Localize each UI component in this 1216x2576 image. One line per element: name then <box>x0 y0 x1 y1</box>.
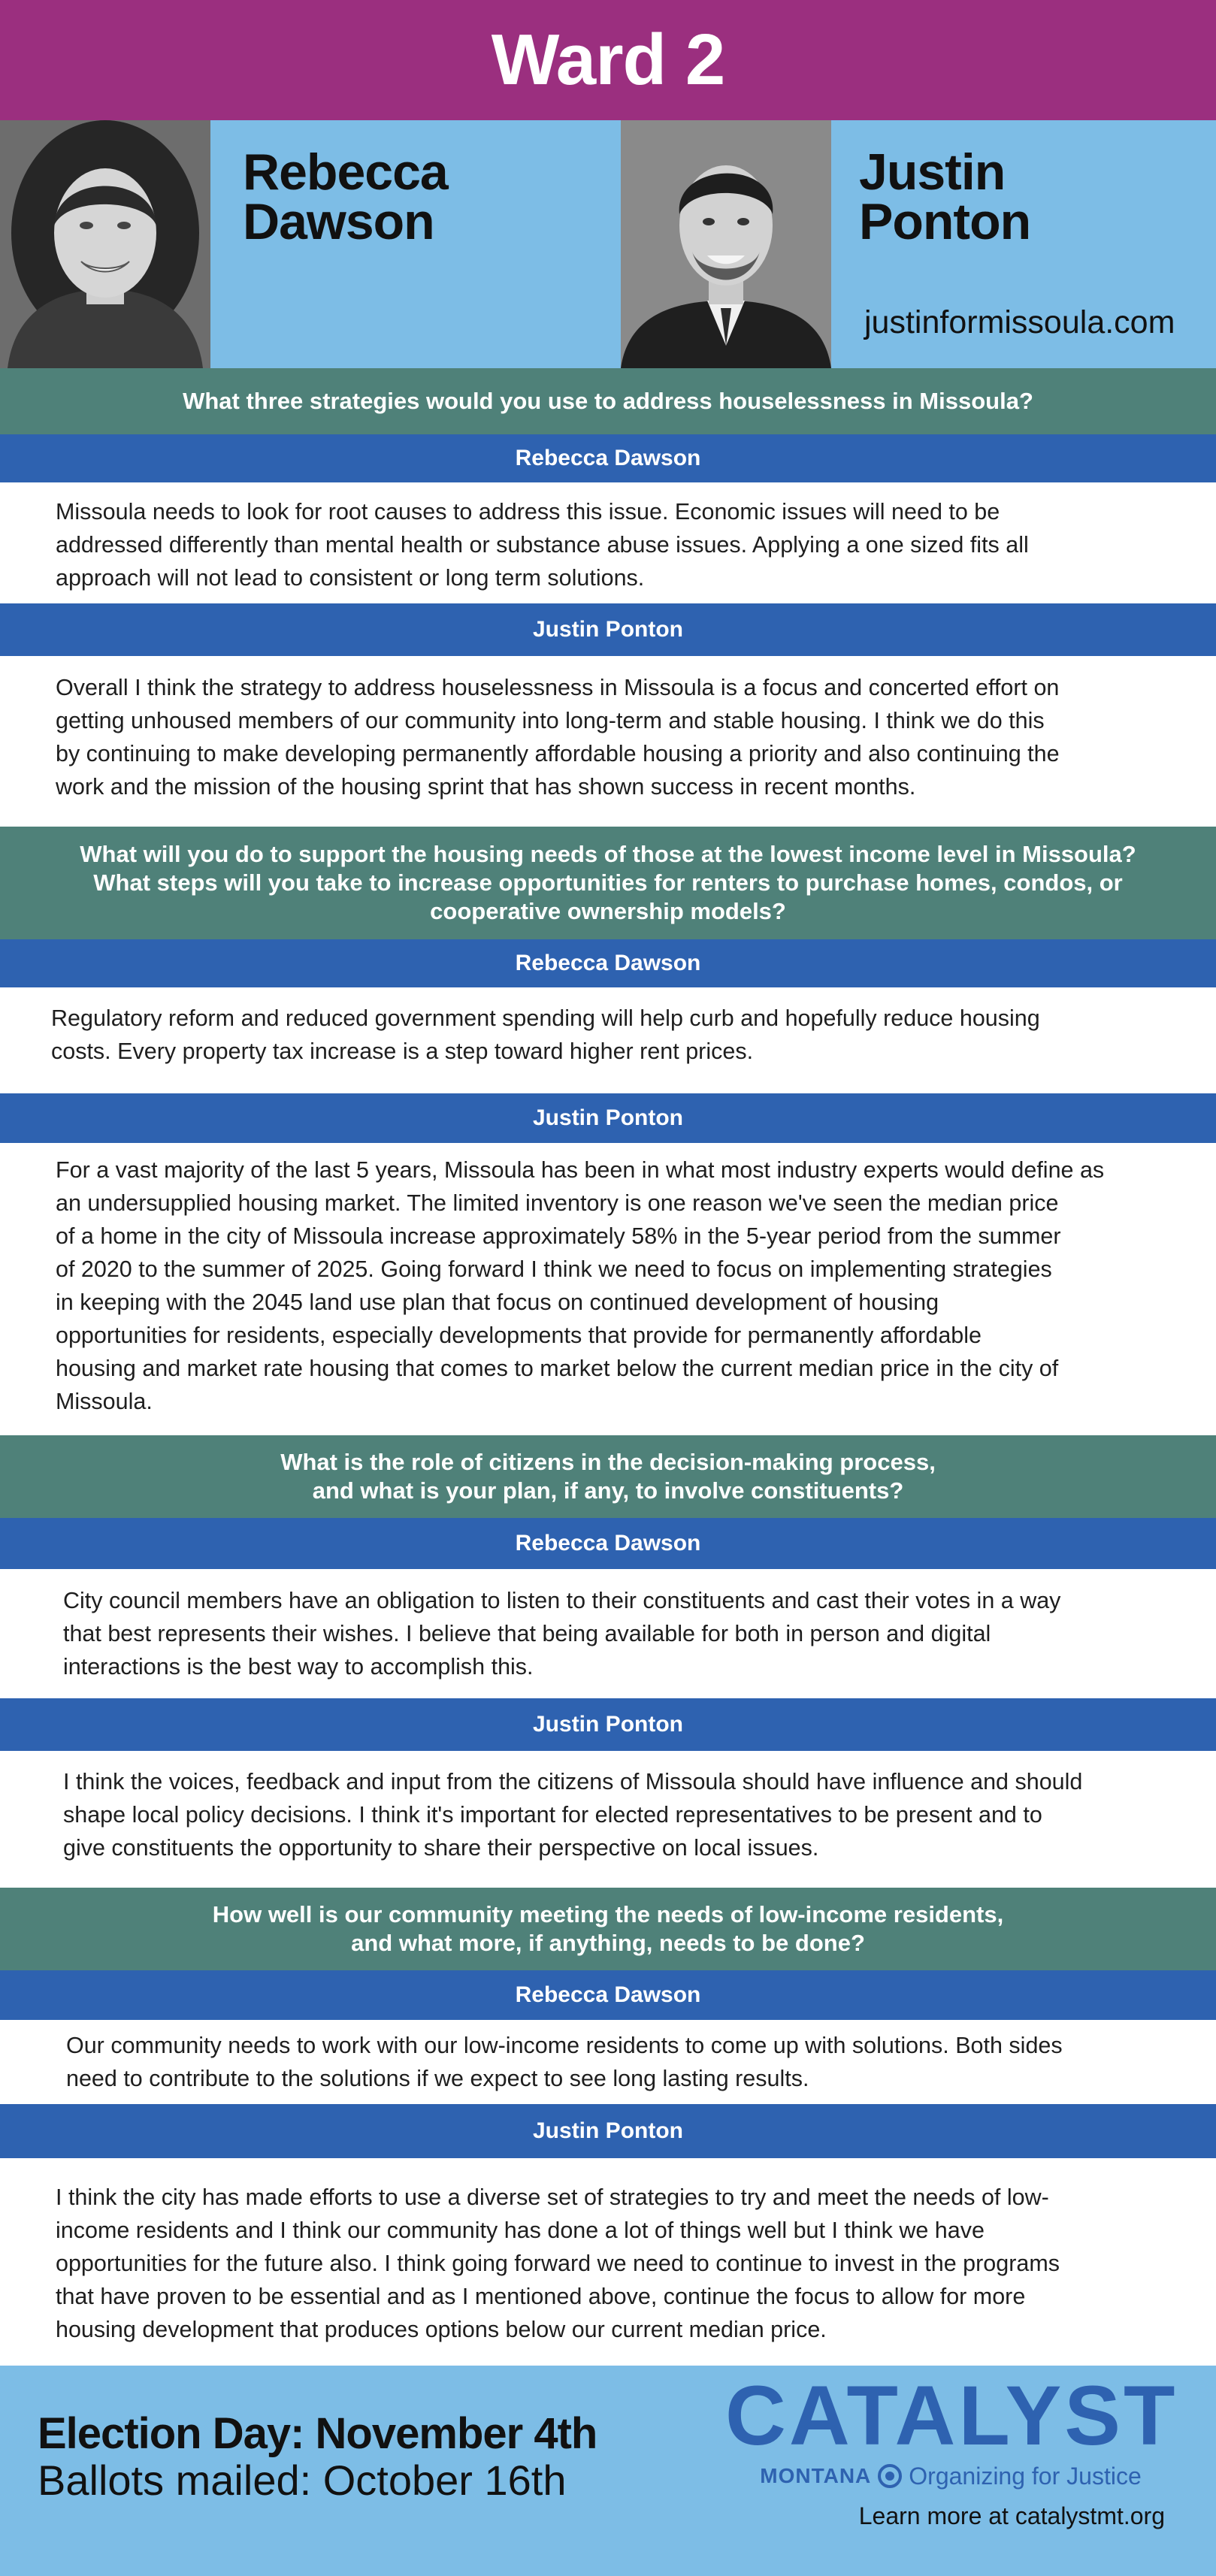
answer-line: of 2020 to the summer of 2025. Going forward I think we need to focus on implementing strategies <box>56 1256 1052 1282</box>
respondent-name-bar: Rebecca Dawson <box>0 939 1216 987</box>
respondent-name-bar: Justin Ponton <box>0 1698 1216 1751</box>
answer-line: give constituents the opportunity to share their perspective on local issues. <box>63 1835 819 1861</box>
answer-line: housing development that produces options below our current median price. <box>56 2317 827 2342</box>
candidate-name-rebecca <box>243 144 573 250</box>
answer-text <box>56 2181 1175 2346</box>
candidate-last-name: Dawson <box>243 193 434 250</box>
answer-line: I think the city has made efforts to use a diverse set of strategies to try and meet the needs of low- <box>56 2184 1049 2210</box>
question-line: and what more, if anything, needs to be done? <box>351 1930 865 1956</box>
candidate-last-name: Ponton <box>859 193 1031 250</box>
person-portrait-icon <box>0 120 210 368</box>
candidate-name-justin <box>859 144 1190 250</box>
logo-state: MONTANA <box>760 2464 872 2487</box>
candidate-first-name: Justin <box>859 144 1006 201</box>
respondent-name-bar: Rebecca Dawson <box>0 1518 1216 1569</box>
question-line: cooperative ownership models? <box>430 898 786 924</box>
answer-text <box>66 2029 1186 2095</box>
answer-line: For a vast majority of the last 5 years, Missoula has been in what most industry experts would define as <box>56 1157 1105 1183</box>
question-line: and what is your plan, if any, to involve constituents? <box>312 1477 904 1504</box>
ring-icon <box>877 2463 903 2489</box>
answer-line: addressed differently than mental health or substance abuse issues. Applying a one sized fits all <box>56 532 1029 558</box>
question-line: What three strategies would you use to address houselessness in Missoula? <box>183 388 1033 414</box>
answer-text <box>63 1765 1183 1864</box>
question-line: What is the role of citizens in the decision-making process, <box>280 1449 936 1475</box>
answer-line: opportunities for the future also. I think going forward we need to continue to invest in the programs <box>56 2251 1060 2276</box>
answer-line: that best represents their wishes. I believe that being available for both in person and digital <box>63 1621 991 1646</box>
answer-text <box>51 1002 1171 1068</box>
learn-more-link[interactable]: Learn more at catalystmt.org <box>858 2502 1165 2529</box>
person-portrait-icon <box>621 120 831 368</box>
answer-line: Our community needs to work with our low-income residents to come up with solutions. Both sides <box>66 2033 1063 2058</box>
page-title: Ward 2 <box>0 0 1216 120</box>
election-day-date: Election Day: November 4th <box>38 2409 597 2458</box>
question-bar <box>0 1888 1216 1970</box>
logo-tagline: Organizing for Justice <box>909 2462 1142 2490</box>
answer-line: Missoula needs to look for root causes to address this issue. Economic issues will need to be <box>56 499 1000 525</box>
catalyst-logo-wordmark: CATALYST <box>725 2369 1178 2463</box>
answer-line: opportunities for residents, especially developments that provide for permanently affordable <box>56 1323 982 1348</box>
answer-line: I think the voices, feedback and input from the citizens of Missoula should have influence and should <box>63 1769 1083 1794</box>
answer-line: City council members have an obligation to listen to their constituents and cast their votes in a way <box>63 1588 1061 1613</box>
respondent-name-bar: Justin Ponton <box>0 1093 1216 1143</box>
answer-text <box>56 671 1175 803</box>
answer-line: of a home in the city of Missoula increase approximately 58% in the 5-year period from the summer <box>56 1223 1061 1249</box>
answer-text <box>63 1584 1183 1683</box>
answer-line: housing and market rate housing that comes to market below the current median price in the city of <box>56 1356 1059 1381</box>
answer-line: income residents and I think our community has done a lot of things well but I think we have <box>56 2218 985 2243</box>
answer-text <box>56 495 1175 594</box>
answer-line: work and the mission of the housing sprint that has shown success in recent months. <box>56 774 916 800</box>
question-bar <box>0 827 1216 939</box>
answer-line: Overall I think the strategy to address houselessness in Missoula is a focus and concerted effort on <box>56 675 1060 700</box>
answer-line: Regulatory reform and reduced government spending will help curb and hopefully reduce housing <box>51 1005 1040 1031</box>
ballots-mailed-date: Ballots mailed: October 16th <box>38 2457 567 2504</box>
answer-line: by continuing to make developing permanently affordable housing a priority and also continuing the <box>56 741 1060 766</box>
respondent-name-bar: Justin Ponton <box>0 603 1216 656</box>
question-line: How well is our community meeting the needs of low-income residents, <box>212 1901 1004 1927</box>
answer-line: that have proven to be essential and as I mentioned above, continue the focus to allow for more <box>56 2284 1026 2309</box>
answer-line: Missoula. <box>56 1389 153 1414</box>
candidate-first-name: Rebecca <box>243 144 448 201</box>
respondent-name-bar: Rebecca Dawson <box>0 1970 1216 2020</box>
answer-line: approach will not lead to consistent or long term solutions. <box>56 565 645 591</box>
answer-line: costs. Every property tax increase is a step toward higher rent prices. <box>51 1039 754 1064</box>
question-line: What will you do to support the housing needs of those at the lowest income level in Missoula? <box>80 841 1136 867</box>
answer-line: in keeping with the 2045 land use plan that focus on continued development of housing <box>56 1290 939 1315</box>
catalyst-logo-subline <box>740 2461 1161 2491</box>
question-bar <box>0 368 1216 434</box>
question-bar <box>0 1435 1216 1518</box>
answer-line: an undersupplied housing market. The limited inventory is one reason we've seen the median price <box>56 1190 1059 1216</box>
answer-line: need to contribute to the solutions if we expect to see long lasting results. <box>66 2066 809 2091</box>
answer-text <box>56 1153 1175 1418</box>
answer-line: getting unhoused members of our community into long-term and stable housing. I think we do this <box>56 708 1045 733</box>
question-line: What steps will you take to increase opportunities for renters to purchase homes, condos, or <box>93 869 1123 896</box>
respondent-name-bar: Justin Ponton <box>0 2104 1216 2158</box>
respondent-name-bar: Rebecca Dawson <box>0 434 1216 482</box>
candidate-website-link[interactable]: justinformissoula.com <box>864 304 1175 340</box>
answer-line: interactions is the best way to accomplish this. <box>63 1654 534 1680</box>
answer-line: shape local policy decisions. I think it's important for elected representatives to be present and to <box>63 1802 1042 1828</box>
